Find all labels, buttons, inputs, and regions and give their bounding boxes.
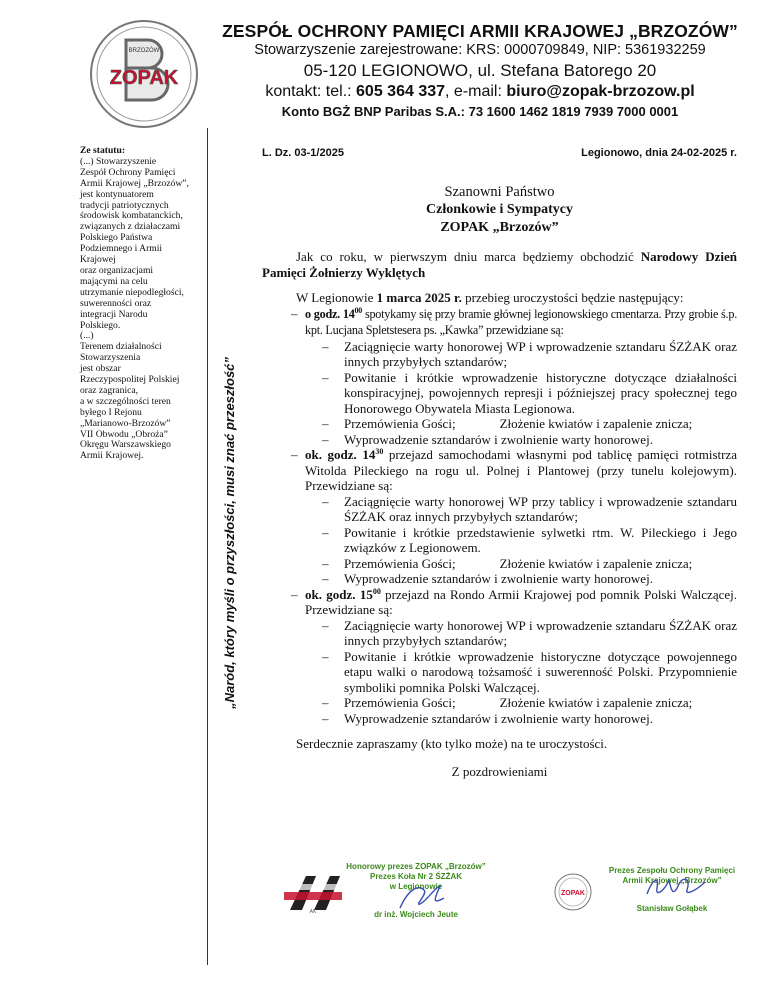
salutation-line-1: Szanowni Państwo bbox=[444, 184, 555, 200]
sidebar-line: mającymi na celu bbox=[80, 275, 148, 287]
schedule-item bbox=[262, 306, 737, 448]
left-title-line-2: Prezes Koła Nr 2 ŚZŻAK bbox=[369, 872, 463, 881]
item-time bbox=[305, 447, 383, 462]
dash-marker: – bbox=[322, 369, 329, 385]
sidebar-line: oraz zagranica, bbox=[80, 384, 139, 396]
sub-item-tab-text: Złożenie kwiatów i zapalenie znicza; bbox=[499, 555, 693, 571]
ak-emblem-text: AK bbox=[309, 909, 317, 914]
sub-item-text: Przemówienia Gości; bbox=[344, 555, 456, 571]
signature-right bbox=[553, 862, 753, 932]
sub-item-text: Powitanie i krótkie wprowadzenie historyczne dotyczące powojennego etapu walki o narodową tożsamość i suwerenność Polski. Przypomnienie symboliki pomnika Polski Walczącej. bbox=[344, 648, 737, 695]
sub-item bbox=[262, 571, 737, 587]
statute-sidebar bbox=[80, 146, 206, 462]
dash-marker: – bbox=[322, 555, 329, 571]
sidebar-line: Rzeczypospolitej Polskiej bbox=[80, 374, 180, 386]
sub-item-text: Wyprowadzenie sztandarów i zwolnienie warty honorowej. bbox=[344, 571, 653, 586]
item-time-text: ok. godz. 14 bbox=[305, 447, 376, 462]
email-address: biuro@zopak-brzozow.pl bbox=[506, 83, 695, 100]
regards-line: Z pozdrowieniami bbox=[451, 763, 548, 779]
sub-item-text: Wyprowadzenie sztandarów i zwolnienie warty honorowej. bbox=[344, 710, 653, 726]
zopak-logo bbox=[88, 18, 200, 130]
logo-text: ZOPAK bbox=[109, 67, 179, 89]
zopak-stamp-text: ZOPAK bbox=[561, 890, 585, 897]
plan-text-pre: W Legionowie bbox=[296, 290, 377, 305]
sidebar-line: Podziemnego i Armii bbox=[80, 243, 163, 255]
sidebar-line: środowisk kombatanckich, bbox=[80, 210, 183, 222]
sidebar-line: Okręgu Warszawskiego bbox=[80, 439, 171, 451]
sidebar-line: VII Obwodu „Obroża” bbox=[80, 428, 168, 440]
sidebar-line: Armii Krajowej „Brzozów”, bbox=[80, 177, 189, 189]
sidebar-line: utrzymanie niepodległości, bbox=[80, 286, 184, 298]
logo-small-text: BRZOZÓW bbox=[128, 48, 160, 54]
dash-marker: – bbox=[322, 710, 329, 726]
sidebar-line: jest obszar bbox=[80, 363, 121, 375]
left-signer-name: dr inż. Wojciech Jeute bbox=[374, 910, 458, 919]
sidebar-line: Polskiego Państwa bbox=[80, 232, 153, 244]
place-date: Legionowo, dnia 24-02-2025 r. bbox=[581, 147, 737, 159]
sidebar-line: jest kontynuatorem bbox=[80, 188, 154, 200]
sidebar-line: oraz organizacjami bbox=[80, 264, 154, 276]
sidebar-line: Krajowej bbox=[80, 254, 116, 266]
address: 05-120 LEGIONOWO, ul. Stefana Batorego 20 bbox=[303, 61, 657, 80]
dash-marker: – bbox=[322, 524, 329, 540]
org-name: ZESPÓŁ OCHRONY PAMIĘCI ARMII KRAJOWEJ „BRZOZÓW” bbox=[222, 21, 738, 41]
dash-marker: – bbox=[291, 586, 298, 602]
salutation bbox=[262, 183, 737, 237]
sidebar-line: tradycji patriotycznych bbox=[80, 199, 169, 211]
dash-marker: – bbox=[322, 571, 329, 586]
item-time-text: o godz. 14 bbox=[305, 306, 355, 321]
bank-account: Konto BGŻ BNP Paribas S.A.: 73 1600 1462 1819 7939 7000 0001 bbox=[281, 104, 679, 119]
handwritten-signature-left bbox=[394, 880, 454, 914]
dash-marker: – bbox=[322, 493, 329, 509]
handwritten-signature-right bbox=[643, 870, 709, 904]
reference-line bbox=[262, 147, 737, 159]
reference-number: L. Dz. 03-1/2025 bbox=[262, 147, 344, 159]
sub-list bbox=[305, 339, 737, 448]
item-time-text: ok. godz. 15 bbox=[305, 586, 373, 602]
sub-item bbox=[262, 556, 737, 572]
sub-item bbox=[262, 525, 737, 556]
item-description: spotykamy się przy bramie głównej legionowskiego cmentarza. Przy grobie ś.p. kpt. Lucjana Spletstesera ps. „Kawka” przewidziane są: bbox=[305, 306, 737, 337]
sub-item-text: Powitanie i krótkie wprowadzenie historyczne dotyczące działalności konspiracyjnej, powojennych represji i późniejszej pracy społecznej tego Honorowego Obywatela Miasta Legionowa. bbox=[344, 369, 737, 416]
dash-marker: – bbox=[291, 305, 298, 321]
sub-item bbox=[262, 432, 737, 448]
contact-line bbox=[206, 81, 754, 102]
zopak-stamp-icon bbox=[553, 872, 593, 912]
sub-item-text: Zaciągnięcie warty honorowej WP i wprowadzenie sztandaru ŚZŻAK oraz innych przybyłych sztandarów; bbox=[344, 617, 737, 648]
motto-vertical: „Naród, który myśli o przyszłości, musi znać przeszłość” bbox=[222, 357, 237, 709]
sidebar-line: Armii Krajowej. bbox=[80, 450, 144, 462]
item-time-minutes: 00 bbox=[372, 586, 381, 596]
letterhead bbox=[206, 22, 754, 121]
sidebar-line: Polskiego. bbox=[80, 319, 121, 331]
salutation-line-2: Członkowie i Sympatycy bbox=[426, 202, 573, 217]
sub-item bbox=[262, 416, 737, 432]
sub-item-text: Wyprowadzenie sztandarów i zwolnienie warty honorowej. bbox=[344, 431, 653, 447]
schedule-item bbox=[262, 447, 737, 587]
sidebar-divider bbox=[207, 128, 208, 965]
intro-text: Jak co roku, w pierwszym dniu marca będziemy obchodzić bbox=[296, 249, 641, 264]
dash-marker: – bbox=[322, 617, 329, 633]
sidebar-line: suwerenności oraz bbox=[80, 297, 152, 309]
sub-list bbox=[305, 618, 737, 727]
left-title-line-1: Honorowy prezes ZOPAK „Brzozów” bbox=[346, 862, 486, 871]
item-time-minutes: 30 bbox=[375, 447, 384, 456]
sub-item bbox=[262, 339, 737, 370]
schedule-list bbox=[262, 306, 737, 727]
plan-paragraph bbox=[262, 290, 737, 306]
item-text-wrap bbox=[305, 307, 737, 338]
right-title-line-1: Prezes Zespołu Ochrony Pamięci bbox=[608, 866, 736, 875]
item-description: przejazd samochodami własnymi pod tablicę pamięci rotmistrza Witolda Pileckiego na rogu ul. Polnej i Plantowej (przy tunelu kolejowym). Przewidziane są: bbox=[305, 447, 737, 493]
sidebar-line: związanych z działaczami bbox=[80, 221, 181, 233]
item-time bbox=[305, 587, 381, 602]
sub-item-text: Przemówienia Gości; bbox=[344, 416, 456, 431]
signature-left bbox=[282, 858, 492, 928]
dash-marker: – bbox=[322, 338, 329, 354]
sub-item bbox=[262, 649, 737, 696]
sidebar-line: Stowarzyszenia bbox=[80, 352, 141, 364]
plan-date: 1 marca 2025 r. bbox=[376, 290, 462, 305]
dash-marker: – bbox=[291, 447, 298, 462]
sub-item bbox=[262, 618, 737, 649]
item-time bbox=[305, 307, 362, 321]
right-signer-name: Stanisław Gołąbek bbox=[636, 904, 708, 913]
plan-text-post: przebieg uroczystości będzie następujący: bbox=[461, 290, 684, 305]
dash-marker: – bbox=[322, 416, 329, 431]
sub-item-text: Zaciągnięcie warty honorowej WP i wprowadzenie sztandaru ŚZŻAK oraz innych przybyłych sztandarów; bbox=[344, 338, 737, 369]
sidebar-title: Ze statutu: bbox=[80, 145, 126, 156]
sub-item bbox=[262, 711, 737, 727]
letter-body bbox=[262, 147, 737, 780]
sidebar-line: integracji Narodu bbox=[80, 308, 148, 320]
item-text-wrap bbox=[305, 447, 737, 493]
item-description: przejazd na Rondo Armii Krajowej pod pomnik Polski Walczącej. Przewidziane są: bbox=[305, 586, 737, 617]
dash-marker: – bbox=[322, 648, 329, 664]
right-title-line-2: Armii Krajowej „Brzozów” bbox=[622, 876, 722, 885]
sub-item-tab-text: Złożenie kwiatów i zapalenie znicza; bbox=[499, 416, 693, 431]
sub-item-text: Przemówienia Gości; bbox=[344, 695, 456, 710]
ak-emblem-icon bbox=[284, 872, 342, 914]
sub-item-text: Zaciągnięcie warty honorowej WP przy tablicy i wprowadzenie sztandaru ŚZŻAK oraz innych przybyłych sztandarów; bbox=[344, 493, 737, 524]
left-title-line-3: w Legionowie bbox=[389, 882, 443, 891]
sidebar-line: „Marianowo-Brzozów” bbox=[80, 417, 171, 429]
salutation-line-3: ZOPAK „Brzozów” bbox=[440, 220, 559, 235]
sidebar-line: (...) bbox=[80, 330, 94, 342]
sidebar-line: (...) Stowarzyszenie bbox=[80, 155, 157, 167]
dash-marker: – bbox=[322, 695, 329, 710]
dash-marker: – bbox=[322, 431, 329, 447]
sub-item-text: Powitanie i krótkie przedstawienie sylwetki rtm. W. Pileckiego i Jego związków z Legionowem. bbox=[344, 524, 737, 555]
closing-line: Serdecznie zapraszamy (kto tylko może) na te uroczystości. bbox=[296, 736, 608, 751]
sub-list bbox=[305, 494, 737, 587]
sub-item bbox=[262, 494, 737, 525]
item-text-wrap bbox=[305, 587, 737, 618]
item-time-minutes: 00 bbox=[354, 305, 363, 315]
intro-bold: Narodowy Dzień Pamięci Żołnierzy Wyklętych bbox=[262, 249, 737, 280]
phone-number: 605 364 337 bbox=[356, 83, 446, 100]
sub-item-tab-text: Złożenie kwiatów i zapalenie znicza; bbox=[499, 695, 693, 710]
email-label: , e-mail: bbox=[445, 83, 507, 100]
registration-info: Stowarzyszenie zarejestrowane: KRS: 0000709849, NIP: 5361932259 bbox=[254, 42, 706, 58]
sidebar-line: Zespół Ochrony Pamięci bbox=[80, 166, 176, 178]
sub-item bbox=[262, 370, 737, 417]
sidebar-line: a w szczególności teren bbox=[80, 395, 171, 407]
contact-label: kontakt: tel.: bbox=[265, 83, 357, 100]
schedule-item bbox=[262, 587, 737, 727]
sub-item bbox=[262, 695, 737, 711]
intro-paragraph bbox=[262, 249, 737, 280]
sidebar-line: Terenem działalności bbox=[80, 341, 162, 353]
sidebar-line: byłego I Rejonu bbox=[80, 406, 142, 418]
